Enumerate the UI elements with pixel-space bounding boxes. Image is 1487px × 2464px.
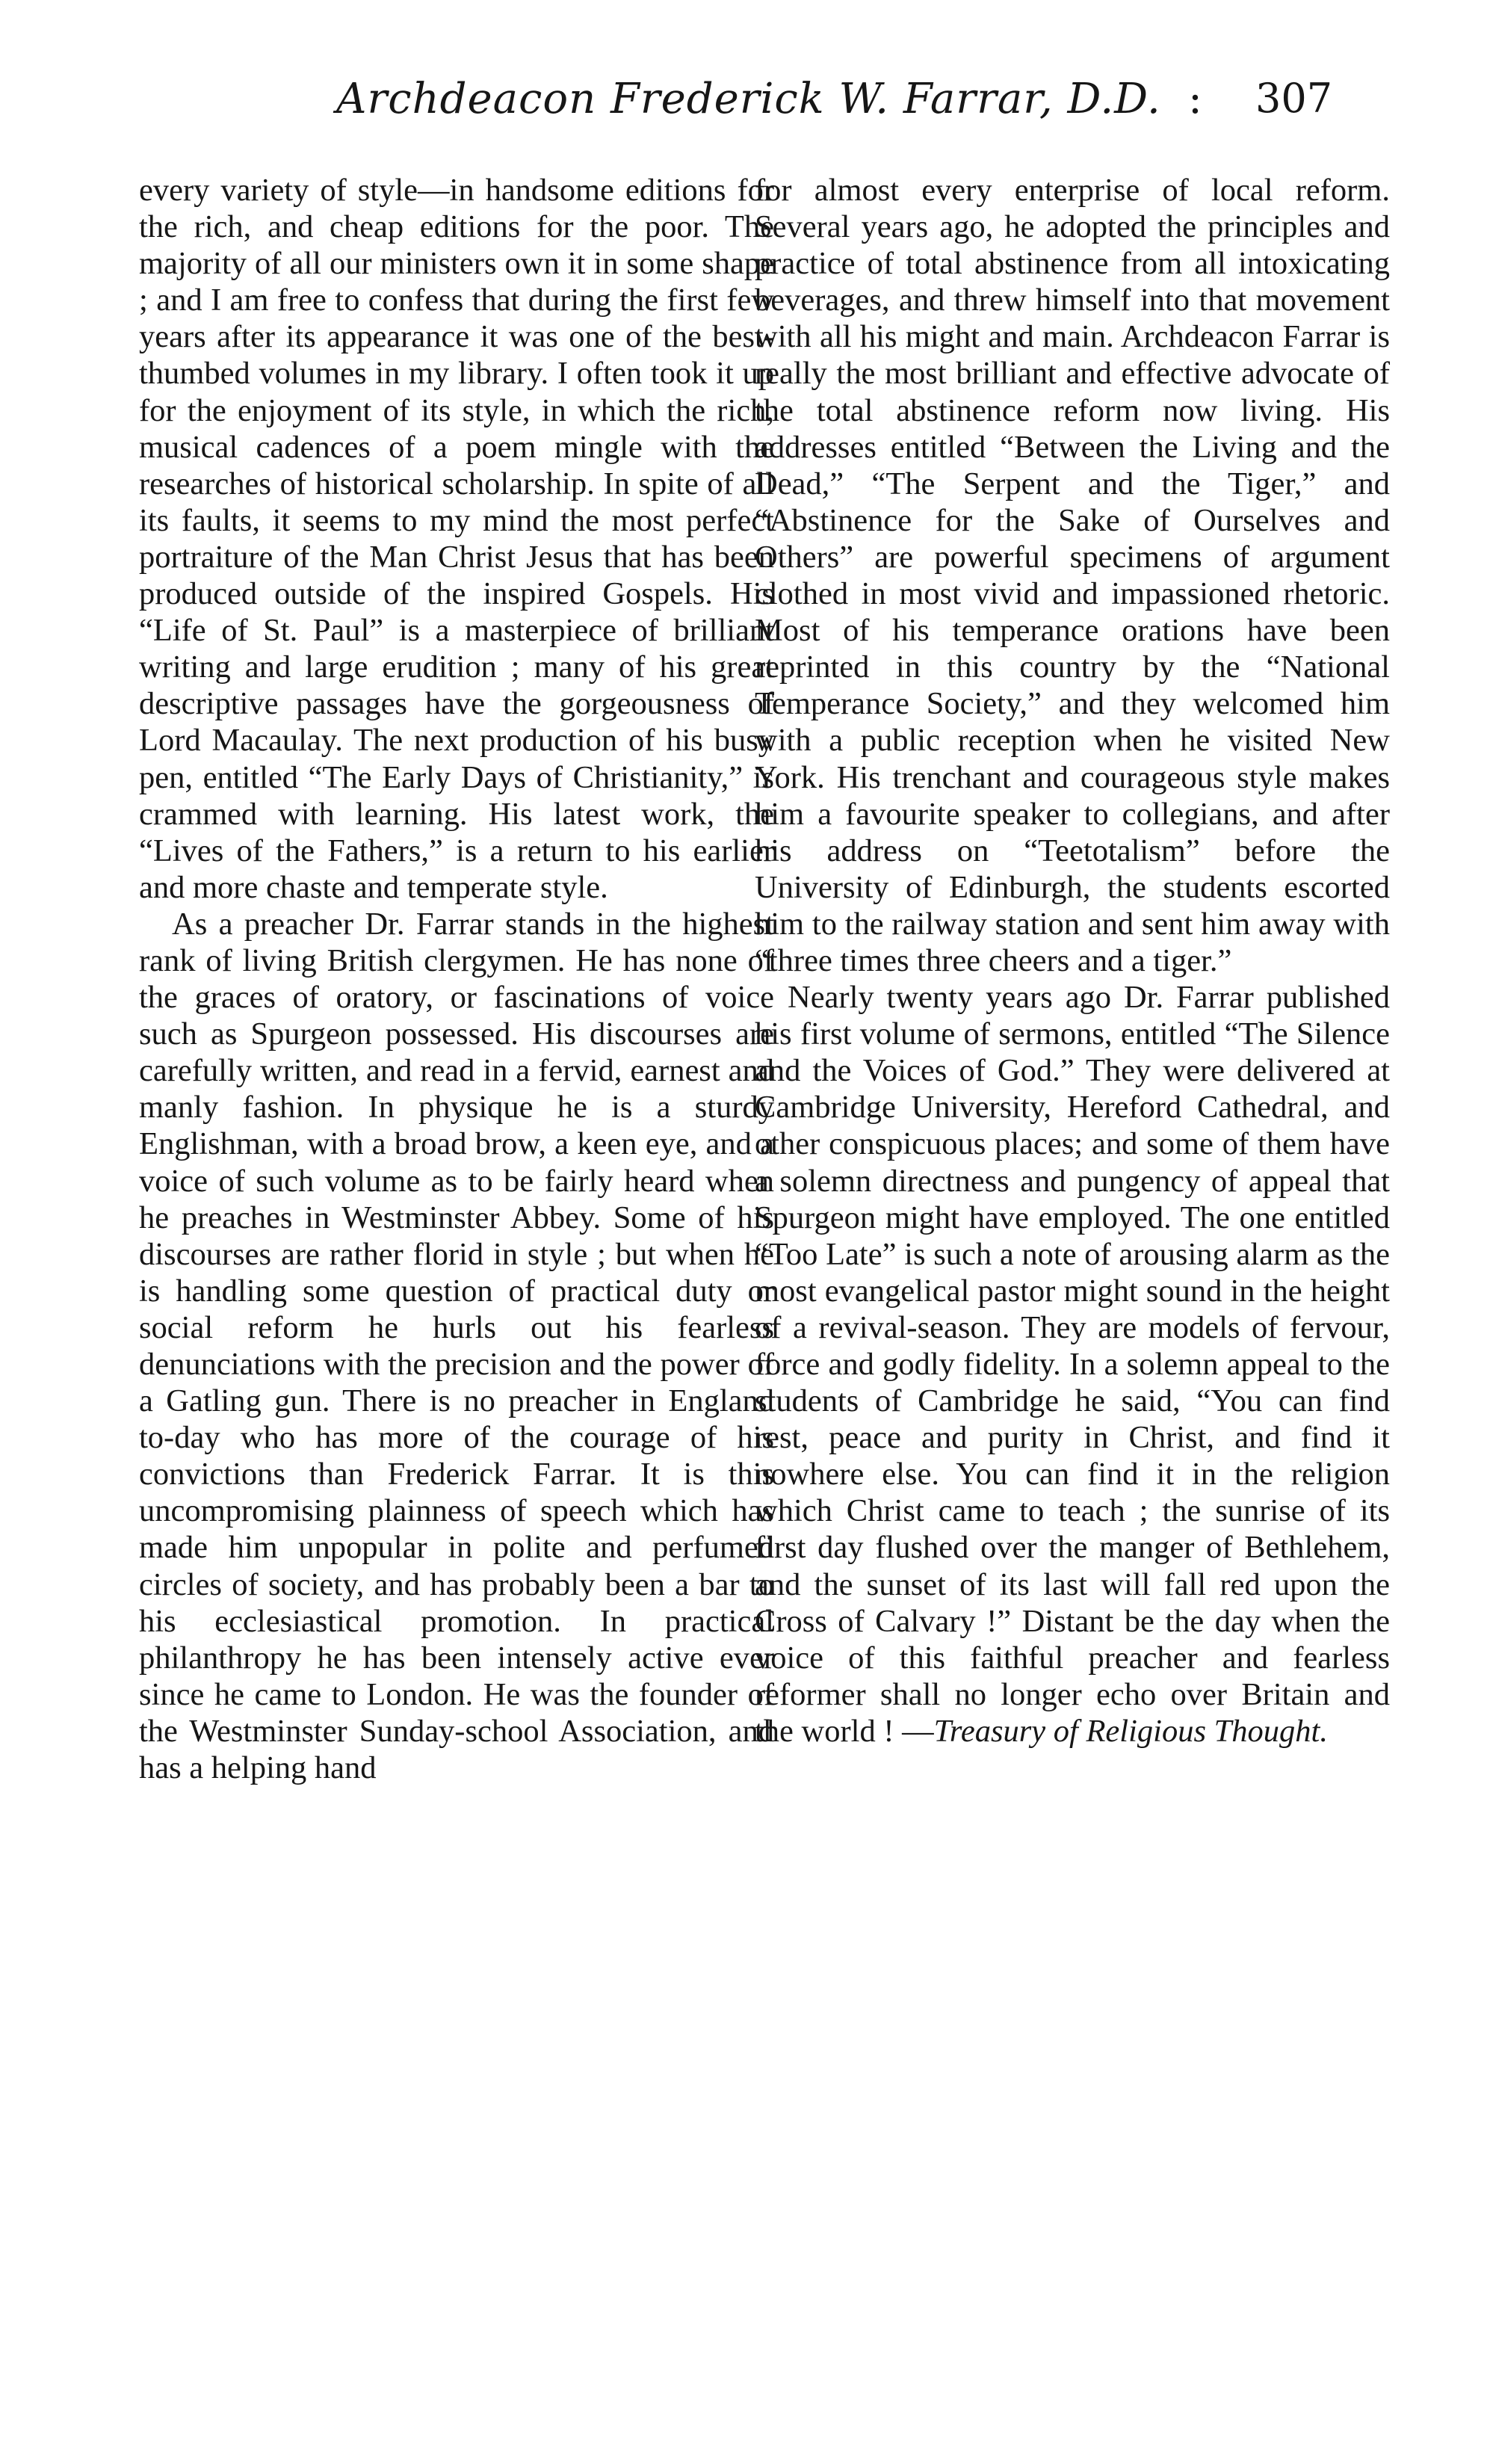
running-title: Archdeacon Frederick W. Farrar, D.D.	[336, 75, 1161, 123]
source-citation: Treasury of Religious Thought.	[933, 1713, 1328, 1749]
header-separator: :	[1188, 75, 1202, 123]
paragraph-temperance: for almost every enterprise of local reform. Several years ago, he adopted the principles and practice of total abstinence from all intoxicating beverages, and threw himself into that movement with all his might and main. Archdeacon Farrar is really the most brilliant and effective advocate of the total abstinence reform now living. His addresses entitled “Between the Living and the Dead,” “The Serpent and the Tiger,” and “Abstinence for the Sake of Ourselves and Others” are powerful specimens of argument clothed in most vivid and impassioned rhetoric. Most of his temperance orations have been reprinted in this country by the “National Temperance Society,” and they welcomed him with a public reception when he visited New York. His trenchant and courageous style makes him a favourite speaker to collegians, and after his address on “Teetotalism” before the University of Edinburgh, the students escorted him to the railway station and sent him away with “three times three cheers and a tiger.”	[755, 173, 1390, 978]
paragraph-sermons	[755, 979, 1390, 1750]
paragraph-continued: every variety of style—in handsome editions for the rich, and cheap editions for the poor. The majority of all our ministers own it in some shape ; and I am free to confess that during the first few years after its appearance it was one of the best-thumbed volumes in my library. I often took it up for the enjoyment of its style, in which the rich, musical cadences of a poem mingle with the researches of historical scholarship. In spite of all its faults, it seems to my mind the most perfect portraiture of the Man Christ Jesus that has been produced outside of the inspired Gospels. His “Life of St. Paul” is a masterpiece of brilliant writing and large erudition ; many of his great descriptive passages have the gorgeousness of Lord Macaulay. The next production of his busy pen, entitled “The Early Days of Christianity,” is crammed with learning. His latest work, the “Lives of the Fathers,” is a return to his earlier and more chaste and temperate style.	[139, 173, 774, 905]
left-column	[139, 172, 774, 1786]
paragraph-preacher: As a preacher Dr. Farrar stands in the highest rank of living British clergymen. He has none of the graces of oratory, or fascinations of voice such as Spurgeon possessed. His discourses are carefully written, and read in a fervid, earnest and manly fashion. In physique he is a sturdy Englishman, with a broad brow, a keen eye, and a voice of such volume as to be fairly heard when he preaches in Westminster Abbey. Some of his discourses are rather florid in style ; but when he is handling some question of practical duty or social reform he hurls out his fearless denunciations with the precision and the power of a Gatling gun. There is no preacher in England to-day who has more of the courage of his convictions than Frederick Farrar. It is this uncompromising plainness of speech which has made him unpopular in polite and perfumed circles of society, and has probably been a bar to his ecclesiastical promotion. In practical philanthropy he has been intensely active ever since he came to London. He was the founder of the Westminster Sunday-school Association, and has a helping hand	[139, 906, 774, 1786]
running-header	[321, 75, 1367, 142]
paragraph-sermons-text: Nearly twenty years ago Dr. Farrar published his first volume of sermons, entitled “The Silence and the Voices of God.” They were delivered at Cambridge University, Hereford Cathedral, and other conspicuous places; and some of them have a solemn directness and pungency of appeal that Spurgeon might have employed. The one entitled “Too Late” is such a note of arousing alarm as the most evangelical pastor might sound in the height of a revival-season. They are models of fervour, force and godly fidelity. In a solemn appeal to the students of Cambridge he said, “You can find rest, peace and purity in Christ, and find it nowhere else. You can find it in the religion which Christ came to teach ; the sunrise of its first day flushed over the manger of Bethlehem, and the sunset of its last will fall red upon the Cross of Calvary !” Distant be the day when the voice of this faithful preacher and fearless reformer shall no longer echo over Britain and the world ! —	[755, 980, 1390, 1749]
right-column	[755, 172, 1390, 1750]
page-number: 307	[1255, 75, 1333, 122]
